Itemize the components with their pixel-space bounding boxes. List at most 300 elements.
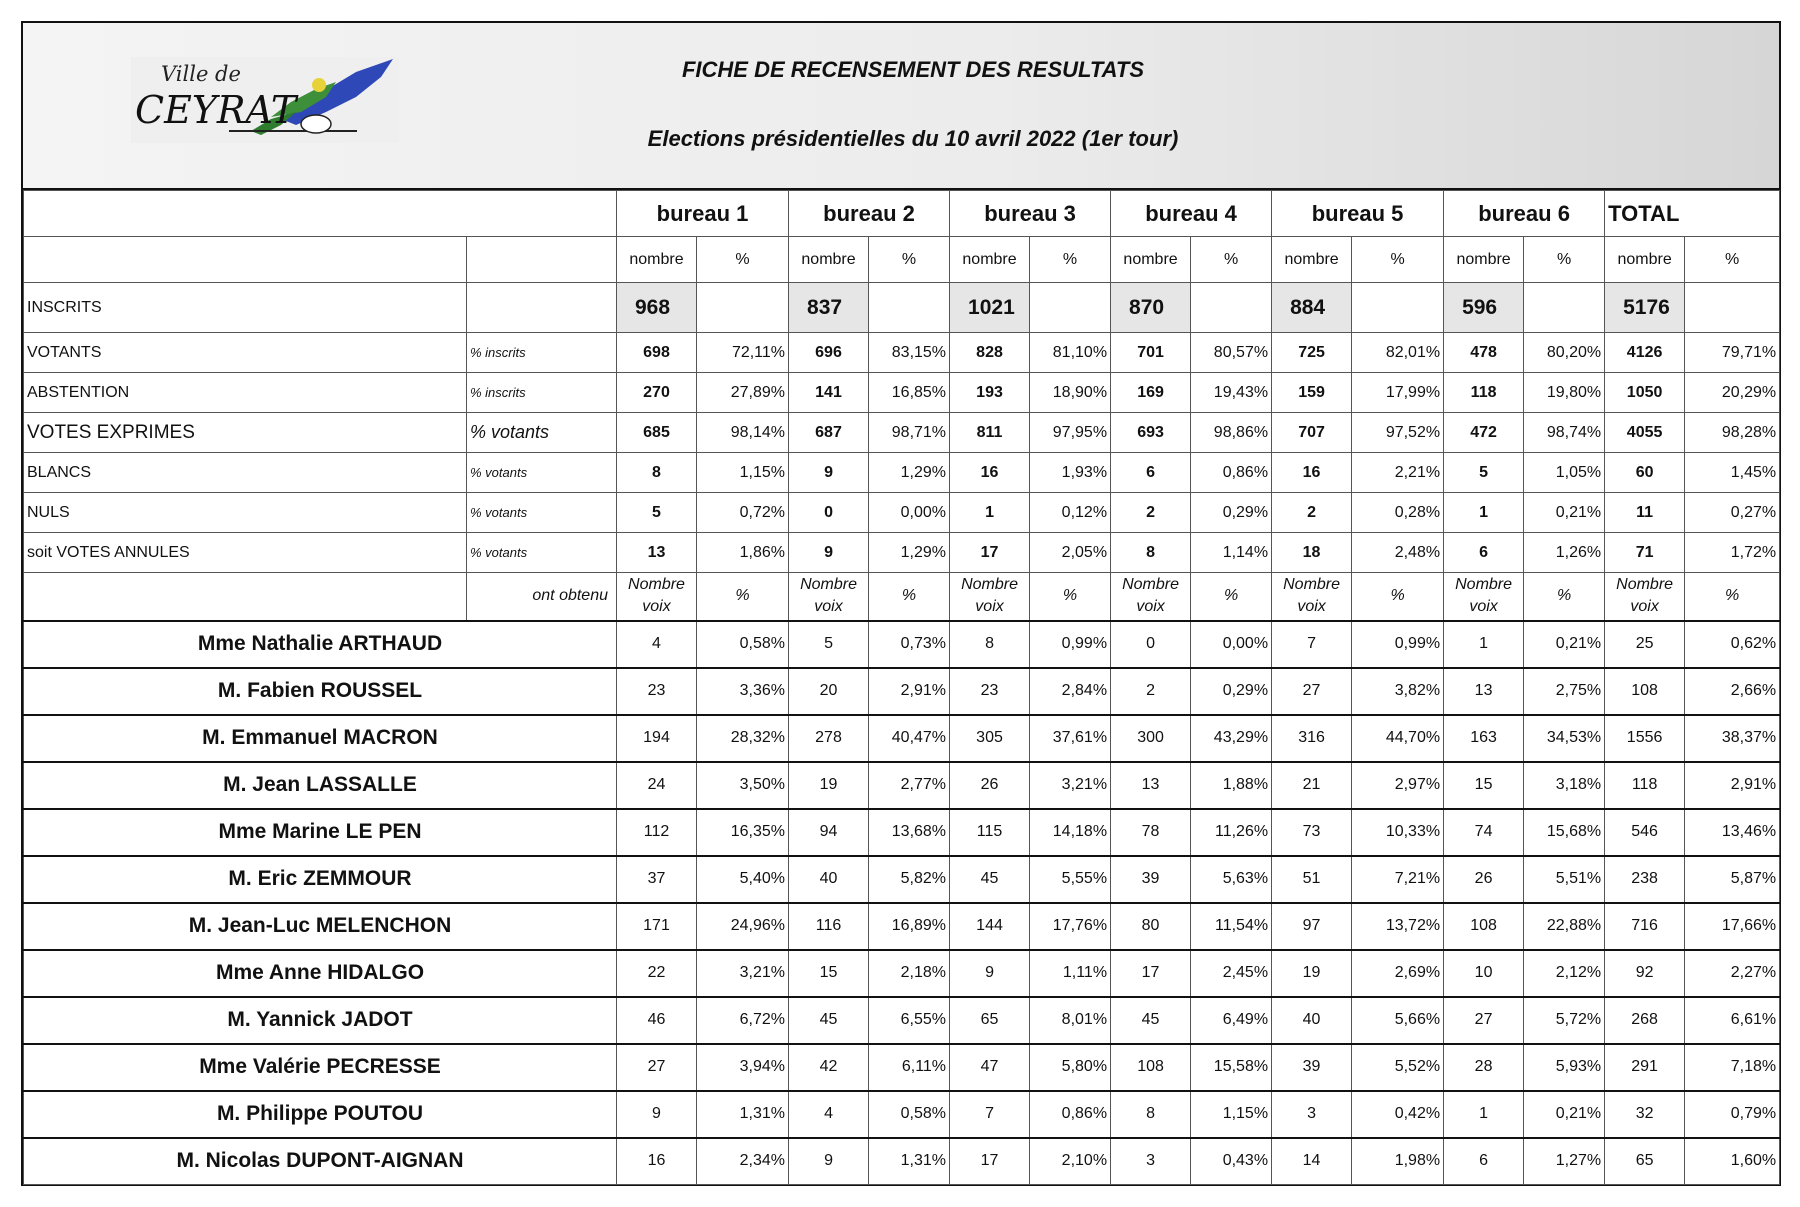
candidate-votes: 8 bbox=[950, 621, 1030, 668]
stat-count: 11 bbox=[1605, 493, 1685, 533]
candidate-votes: 22 bbox=[617, 950, 697, 997]
candidate-percent: 13,68% bbox=[869, 809, 950, 856]
candidate-row bbox=[24, 1044, 1780, 1091]
stat-percent: 82,01% bbox=[1352, 333, 1444, 373]
candidate-votes: 9 bbox=[617, 1091, 697, 1138]
stat-percent: 1,26% bbox=[1524, 533, 1605, 573]
inscrits-blank-cell bbox=[1191, 283, 1272, 333]
sheet-header bbox=[23, 23, 1779, 190]
candidate-percent: 3,36% bbox=[697, 668, 789, 715]
stat-percent: 1,45% bbox=[1685, 453, 1780, 493]
candidate-votes: 9 bbox=[789, 1138, 869, 1185]
candidate-votes: 27 bbox=[1444, 997, 1524, 1044]
row-sub-label: % votants bbox=[467, 413, 617, 453]
row-label: ABSTENTION bbox=[24, 373, 467, 413]
candidate-percent: 24,96% bbox=[697, 903, 789, 950]
candidate-votes: 0 bbox=[1111, 621, 1191, 668]
votes-header-row bbox=[24, 573, 1780, 621]
sub-header-blank-cell bbox=[24, 237, 467, 283]
candidate-votes: 115 bbox=[950, 809, 1030, 856]
candidate-votes: 171 bbox=[617, 903, 697, 950]
stat-percent: 97,52% bbox=[1352, 413, 1444, 453]
ceyrat-logo bbox=[131, 57, 399, 143]
candidate-percent: 0,21% bbox=[1524, 1091, 1605, 1138]
percent-column-header: % bbox=[869, 237, 950, 283]
candidate-votes: 19 bbox=[1272, 950, 1352, 997]
count-column-header: nombre bbox=[1111, 237, 1191, 283]
stat-percent: 81,10% bbox=[1030, 333, 1111, 373]
candidate-percent: 0,42% bbox=[1352, 1091, 1444, 1138]
stat-percent: 83,15% bbox=[869, 333, 950, 373]
row-sub-label: % votants bbox=[467, 533, 617, 573]
bureau-header: bureau 1 bbox=[617, 191, 789, 237]
candidate-votes: 9 bbox=[950, 950, 1030, 997]
candidate-votes: 45 bbox=[1111, 997, 1191, 1044]
candidate-percent: 6,61% bbox=[1685, 997, 1780, 1044]
nombre-voix-line2: voix bbox=[1297, 598, 1326, 616]
row-label: VOTES EXPRIMES bbox=[24, 413, 467, 453]
stat-count: 16 bbox=[1272, 453, 1352, 493]
stat-percent: 1,29% bbox=[869, 533, 950, 573]
candidate-percent: 5,80% bbox=[1030, 1044, 1111, 1091]
candidate-percent: 1,15% bbox=[1191, 1091, 1272, 1138]
votes-percent-header: % bbox=[1030, 573, 1111, 621]
candidate-votes: 40 bbox=[789, 856, 869, 903]
count-column-header: nombre bbox=[1444, 237, 1524, 283]
candidate-percent: 6,55% bbox=[869, 997, 950, 1044]
stat-count: 698 bbox=[617, 333, 697, 373]
stat-percent: 0,28% bbox=[1352, 493, 1444, 533]
candidate-percent: 3,18% bbox=[1524, 762, 1605, 809]
candidate-percent: 5,93% bbox=[1524, 1044, 1605, 1091]
candidate-percent: 13,46% bbox=[1685, 809, 1780, 856]
candidate-votes: 6 bbox=[1444, 1138, 1524, 1185]
candidate-votes: 45 bbox=[789, 997, 869, 1044]
stat-count: 693 bbox=[1111, 413, 1191, 453]
candidate-row bbox=[24, 1091, 1780, 1138]
nombre-voix-line1: Nombre bbox=[800, 576, 857, 594]
candidate-votes: 40 bbox=[1272, 997, 1352, 1044]
candidate-percent: 15,58% bbox=[1191, 1044, 1272, 1091]
candidate-votes: 27 bbox=[1272, 668, 1352, 715]
candidate-name: M. Fabien ROUSSEL bbox=[24, 668, 617, 715]
inscrits-value: 837 bbox=[789, 283, 869, 333]
stat-percent: 27,89% bbox=[697, 373, 789, 413]
stat-count: 685 bbox=[617, 413, 697, 453]
stat-count: 1 bbox=[1444, 493, 1524, 533]
candidate-votes: 94 bbox=[789, 809, 869, 856]
candidate-votes: 27 bbox=[617, 1044, 697, 1091]
candidate-percent: 22,88% bbox=[1524, 903, 1605, 950]
candidate-row bbox=[24, 668, 1780, 715]
candidate-percent: 17,76% bbox=[1030, 903, 1111, 950]
candidate-percent: 6,72% bbox=[697, 997, 789, 1044]
candidate-percent: 2,45% bbox=[1191, 950, 1272, 997]
candidate-percent: 0,58% bbox=[869, 1091, 950, 1138]
stat-row bbox=[24, 333, 1780, 373]
inscrits-blank-cell bbox=[869, 283, 950, 333]
candidate-percent: 5,82% bbox=[869, 856, 950, 903]
stat-count: 16 bbox=[950, 453, 1030, 493]
candidate-percent: 17,66% bbox=[1685, 903, 1780, 950]
bureau-header: bureau 4 bbox=[1111, 191, 1272, 237]
candidate-row bbox=[24, 809, 1780, 856]
candidate-percent: 44,70% bbox=[1352, 715, 1444, 762]
candidate-row bbox=[24, 903, 1780, 950]
stat-percent: 1,05% bbox=[1524, 453, 1605, 493]
candidate-votes: 78 bbox=[1111, 809, 1191, 856]
row-label: BLANCS bbox=[24, 453, 467, 493]
candidate-votes: 26 bbox=[1444, 856, 1524, 903]
candidate-percent: 5,55% bbox=[1030, 856, 1111, 903]
stat-percent: 72,11% bbox=[697, 333, 789, 373]
candidate-percent: 3,50% bbox=[697, 762, 789, 809]
candidate-percent: 28,32% bbox=[697, 715, 789, 762]
candidate-votes: 13 bbox=[1444, 668, 1524, 715]
stat-count: 701 bbox=[1111, 333, 1191, 373]
candidate-votes: 3 bbox=[1111, 1138, 1191, 1185]
candidate-votes: 21 bbox=[1272, 762, 1352, 809]
percent-column-header: % bbox=[697, 237, 789, 283]
candidate-percent: 5,52% bbox=[1352, 1044, 1444, 1091]
percent-column-header: % bbox=[1685, 237, 1780, 283]
stat-count: 1050 bbox=[1605, 373, 1685, 413]
inscrits-value: 596 bbox=[1444, 283, 1524, 333]
candidate-percent: 5,87% bbox=[1685, 856, 1780, 903]
candidate-percent: 38,37% bbox=[1685, 715, 1780, 762]
stat-count: 4126 bbox=[1605, 333, 1685, 373]
candidate-percent: 1,31% bbox=[869, 1138, 950, 1185]
candidate-name: M. Jean LASSALLE bbox=[24, 762, 617, 809]
candidate-percent: 0,21% bbox=[1524, 621, 1605, 668]
stat-count: 472 bbox=[1444, 413, 1524, 453]
stat-percent: 0,00% bbox=[869, 493, 950, 533]
stat-percent: 98,28% bbox=[1685, 413, 1780, 453]
candidate-percent: 16,35% bbox=[697, 809, 789, 856]
results-sheet bbox=[21, 21, 1781, 1186]
bureau-header: TOTAL bbox=[1605, 191, 1780, 237]
candidate-votes: 20 bbox=[789, 668, 869, 715]
candidate-votes: 16 bbox=[617, 1138, 697, 1185]
logo-text-main: CEYRAT bbox=[135, 88, 297, 132]
candidate-percent: 3,21% bbox=[1030, 762, 1111, 809]
candidate-percent: 15,68% bbox=[1524, 809, 1605, 856]
document-title: FICHE DE RECENSEMENT DES RESULTATS bbox=[681, 57, 1145, 82]
inscrits-value: 968 bbox=[617, 283, 697, 333]
count-column-header: nombre bbox=[1272, 237, 1352, 283]
stat-percent: 80,20% bbox=[1524, 333, 1605, 373]
stat-count: 9 bbox=[789, 453, 869, 493]
percent-column-header: % bbox=[1524, 237, 1605, 283]
candidate-row bbox=[24, 621, 1780, 668]
candidate-percent: 1,98% bbox=[1352, 1138, 1444, 1185]
candidate-percent: 3,21% bbox=[697, 950, 789, 997]
stat-count: 17 bbox=[950, 533, 1030, 573]
stat-count: 4055 bbox=[1605, 413, 1685, 453]
stat-count: 687 bbox=[789, 413, 869, 453]
candidate-votes: 80 bbox=[1111, 903, 1191, 950]
candidate-percent: 43,29% bbox=[1191, 715, 1272, 762]
nombre-voix-header bbox=[789, 573, 869, 621]
candidate-row bbox=[24, 997, 1780, 1044]
candidate-percent: 2,10% bbox=[1030, 1138, 1111, 1185]
stat-row bbox=[24, 413, 1780, 453]
nombre-voix-line2: voix bbox=[642, 598, 671, 616]
candidate-votes: 194 bbox=[617, 715, 697, 762]
votes-percent-header: % bbox=[1685, 573, 1780, 621]
candidate-votes: 1 bbox=[1444, 1091, 1524, 1138]
nombre-voix-line2: voix bbox=[1136, 598, 1165, 616]
candidate-percent: 0,58% bbox=[697, 621, 789, 668]
candidate-percent: 37,61% bbox=[1030, 715, 1111, 762]
candidate-percent: 10,33% bbox=[1352, 809, 1444, 856]
ont-obtenu-label: ont obtenu bbox=[467, 573, 617, 621]
stat-count: 270 bbox=[617, 373, 697, 413]
candidate-percent: 1,31% bbox=[697, 1091, 789, 1138]
candidate-percent: 0,73% bbox=[869, 621, 950, 668]
row-sub-label: % votants bbox=[467, 493, 617, 533]
document-subtitle: Elections présidentielles du 10 avril 2022 (1er tour) bbox=[647, 126, 1179, 151]
candidate-row bbox=[24, 1138, 1780, 1185]
nombre-voix-line2: voix bbox=[1469, 598, 1498, 616]
votes-percent-header: % bbox=[1191, 573, 1272, 621]
candidate-votes: 1556 bbox=[1605, 715, 1685, 762]
stat-percent: 1,86% bbox=[697, 533, 789, 573]
candidate-percent: 13,72% bbox=[1352, 903, 1444, 950]
candidate-votes: 15 bbox=[789, 950, 869, 997]
percent-column-header: % bbox=[1191, 237, 1272, 283]
candidate-percent: 0,29% bbox=[1191, 668, 1272, 715]
nombre-voix-header bbox=[1111, 573, 1191, 621]
stat-percent: 2,05% bbox=[1030, 533, 1111, 573]
candidate-name: Mme Nathalie ARTHAUD bbox=[24, 621, 617, 668]
candidate-votes: 65 bbox=[950, 997, 1030, 1044]
stat-count: 169 bbox=[1111, 373, 1191, 413]
votes-header-blank-cell bbox=[24, 573, 467, 621]
stat-count: 1 bbox=[950, 493, 1030, 533]
bureau-header: bureau 2 bbox=[789, 191, 950, 237]
inscrits-blank-cell bbox=[1030, 283, 1111, 333]
percent-column-header: % bbox=[1352, 237, 1444, 283]
stat-percent: 0,21% bbox=[1524, 493, 1605, 533]
candidate-percent: 7,21% bbox=[1352, 856, 1444, 903]
candidate-name: M. Jean-Luc MELENCHON bbox=[24, 903, 617, 950]
candidate-votes: 39 bbox=[1272, 1044, 1352, 1091]
stat-percent: 98,86% bbox=[1191, 413, 1272, 453]
candidate-votes: 32 bbox=[1605, 1091, 1685, 1138]
candidate-name: M. Emmanuel MACRON bbox=[24, 715, 617, 762]
stat-percent: 0,27% bbox=[1685, 493, 1780, 533]
candidate-percent: 40,47% bbox=[869, 715, 950, 762]
stat-count: 193 bbox=[950, 373, 1030, 413]
candidate-votes: 17 bbox=[1111, 950, 1191, 997]
stat-count: 828 bbox=[950, 333, 1030, 373]
candidate-name: Mme Marine LE PEN bbox=[24, 809, 617, 856]
row-sub-label: % votants bbox=[467, 453, 617, 493]
candidate-percent: 11,26% bbox=[1191, 809, 1272, 856]
bureau-header: bureau 6 bbox=[1444, 191, 1605, 237]
stat-row bbox=[24, 453, 1780, 493]
nombre-voix-line2: voix bbox=[975, 598, 1004, 616]
candidate-row bbox=[24, 762, 1780, 809]
candidate-percent: 34,53% bbox=[1524, 715, 1605, 762]
candidate-votes: 108 bbox=[1444, 903, 1524, 950]
candidate-percent: 6,49% bbox=[1191, 997, 1272, 1044]
sub-header-blank-cell bbox=[467, 237, 617, 283]
candidate-percent: 2,91% bbox=[1685, 762, 1780, 809]
candidate-percent: 5,72% bbox=[1524, 997, 1605, 1044]
stat-count: 13 bbox=[617, 533, 697, 573]
candidate-percent: 2,34% bbox=[697, 1138, 789, 1185]
stat-percent: 1,14% bbox=[1191, 533, 1272, 573]
candidate-votes: 97 bbox=[1272, 903, 1352, 950]
candidate-votes: 46 bbox=[617, 997, 697, 1044]
candidate-percent: 1,11% bbox=[1030, 950, 1111, 997]
stat-count: 6 bbox=[1444, 533, 1524, 573]
count-column-header: nombre bbox=[789, 237, 869, 283]
candidate-percent: 5,66% bbox=[1352, 997, 1444, 1044]
candidate-row bbox=[24, 715, 1780, 762]
nombre-voix-line1: Nombre bbox=[1455, 576, 1513, 594]
candidate-percent: 2,27% bbox=[1685, 950, 1780, 997]
inscrits-row bbox=[24, 283, 1780, 333]
candidate-votes: 47 bbox=[950, 1044, 1030, 1091]
stat-count: 478 bbox=[1444, 333, 1524, 373]
stat-percent: 19,43% bbox=[1191, 373, 1272, 413]
candidate-name: M. Philippe POUTOU bbox=[24, 1091, 617, 1138]
nombre-voix-line1: Nombre bbox=[961, 576, 1018, 594]
candidate-votes: 112 bbox=[617, 809, 697, 856]
candidate-percent: 1,27% bbox=[1524, 1138, 1605, 1185]
candidate-votes: 1 bbox=[1444, 621, 1524, 668]
stat-count: 2 bbox=[1111, 493, 1191, 533]
candidate-votes: 7 bbox=[1272, 621, 1352, 668]
candidate-votes: 4 bbox=[789, 1091, 869, 1138]
stat-row bbox=[24, 533, 1780, 573]
candidate-name: M. Nicolas DUPONT-AIGNAN bbox=[24, 1138, 617, 1185]
candidate-votes: 305 bbox=[950, 715, 1030, 762]
nombre-voix-line2: voix bbox=[814, 598, 843, 616]
candidate-percent: 14,18% bbox=[1030, 809, 1111, 856]
candidate-name: Mme Anne HIDALGO bbox=[24, 950, 617, 997]
nombre-voix-header bbox=[1605, 573, 1685, 621]
candidate-votes: 17 bbox=[950, 1138, 1030, 1185]
candidate-votes: 8 bbox=[1111, 1091, 1191, 1138]
candidate-percent: 3,82% bbox=[1352, 668, 1444, 715]
candidate-votes: 116 bbox=[789, 903, 869, 950]
nombre-voix-line1: Nombre bbox=[628, 576, 685, 594]
inscrits-blank-cell bbox=[697, 283, 789, 333]
nombre-voix-line1: Nombre bbox=[1122, 576, 1179, 594]
stat-count: 0 bbox=[789, 493, 869, 533]
candidate-votes: 5 bbox=[789, 621, 869, 668]
sub-header-row bbox=[24, 237, 1780, 283]
candidate-votes: 39 bbox=[1111, 856, 1191, 903]
inscrits-value: 870 bbox=[1111, 283, 1191, 333]
candidate-votes: 15 bbox=[1444, 762, 1524, 809]
candidate-votes: 268 bbox=[1605, 997, 1685, 1044]
candidate-votes: 19 bbox=[789, 762, 869, 809]
candidate-percent: 8,01% bbox=[1030, 997, 1111, 1044]
candidate-percent: 0,62% bbox=[1685, 621, 1780, 668]
stat-percent: 79,71% bbox=[1685, 333, 1780, 373]
votes-percent-header: % bbox=[1524, 573, 1605, 621]
votes-percent-header: % bbox=[697, 573, 789, 621]
votes-percent-header: % bbox=[1352, 573, 1444, 621]
candidate-votes: 278 bbox=[789, 715, 869, 762]
stat-count: 9 bbox=[789, 533, 869, 573]
candidate-percent: 2,69% bbox=[1352, 950, 1444, 997]
stat-count: 6 bbox=[1111, 453, 1191, 493]
nombre-voix-header bbox=[1444, 573, 1524, 621]
candidate-percent: 3,94% bbox=[697, 1044, 789, 1091]
candidate-percent: 2,12% bbox=[1524, 950, 1605, 997]
candidate-votes: 3 bbox=[1272, 1091, 1352, 1138]
row-sub-label: % inscrits bbox=[467, 333, 617, 373]
candidate-votes: 65 bbox=[1605, 1138, 1685, 1185]
candidate-votes: 316 bbox=[1272, 715, 1352, 762]
candidate-votes: 23 bbox=[950, 668, 1030, 715]
stat-percent: 1,72% bbox=[1685, 533, 1780, 573]
bureau-header-row bbox=[24, 191, 1780, 237]
inscrits-value: 5176 bbox=[1605, 283, 1685, 333]
candidate-votes: 4 bbox=[617, 621, 697, 668]
header-blank-cell bbox=[24, 191, 617, 237]
bureau-header: bureau 5 bbox=[1272, 191, 1444, 237]
nombre-voix-line2: voix bbox=[1630, 598, 1659, 616]
stat-percent: 2,48% bbox=[1352, 533, 1444, 573]
stat-percent: 97,95% bbox=[1030, 413, 1111, 453]
stat-count: 71 bbox=[1605, 533, 1685, 573]
candidate-percent: 2,75% bbox=[1524, 668, 1605, 715]
stat-percent: 17,99% bbox=[1352, 373, 1444, 413]
candidate-votes: 73 bbox=[1272, 809, 1352, 856]
bureau-header: bureau 3 bbox=[950, 191, 1111, 237]
row-label: NULS bbox=[24, 493, 467, 533]
candidate-votes: 42 bbox=[789, 1044, 869, 1091]
candidate-votes: 10 bbox=[1444, 950, 1524, 997]
stat-percent: 20,29% bbox=[1685, 373, 1780, 413]
row-sub-label-blank bbox=[467, 283, 617, 333]
row-label: INSCRITS bbox=[24, 283, 467, 333]
stat-percent: 0,12% bbox=[1030, 493, 1111, 533]
candidate-votes: 37 bbox=[617, 856, 697, 903]
candidate-votes: 28 bbox=[1444, 1044, 1524, 1091]
candidate-votes: 2 bbox=[1111, 668, 1191, 715]
candidate-percent: 0,79% bbox=[1685, 1091, 1780, 1138]
stat-percent: 1,15% bbox=[697, 453, 789, 493]
candidate-votes: 300 bbox=[1111, 715, 1191, 762]
candidate-percent: 2,18% bbox=[869, 950, 950, 997]
candidate-votes: 7 bbox=[950, 1091, 1030, 1138]
candidate-votes: 23 bbox=[617, 668, 697, 715]
stat-count: 696 bbox=[789, 333, 869, 373]
candidate-row bbox=[24, 950, 1780, 997]
results-table bbox=[23, 190, 1780, 1185]
inscrits-blank-cell bbox=[1685, 283, 1780, 333]
candidate-percent: 2,66% bbox=[1685, 668, 1780, 715]
candidate-votes: 144 bbox=[950, 903, 1030, 950]
row-label: soit VOTES ANNULES bbox=[24, 533, 467, 573]
candidate-votes: 108 bbox=[1605, 668, 1685, 715]
candidate-percent: 1,88% bbox=[1191, 762, 1272, 809]
stat-row bbox=[24, 373, 1780, 413]
candidate-percent: 6,11% bbox=[869, 1044, 950, 1091]
stat-percent: 2,21% bbox=[1352, 453, 1444, 493]
candidate-votes: 74 bbox=[1444, 809, 1524, 856]
row-label: VOTANTS bbox=[24, 333, 467, 373]
stat-count: 141 bbox=[789, 373, 869, 413]
